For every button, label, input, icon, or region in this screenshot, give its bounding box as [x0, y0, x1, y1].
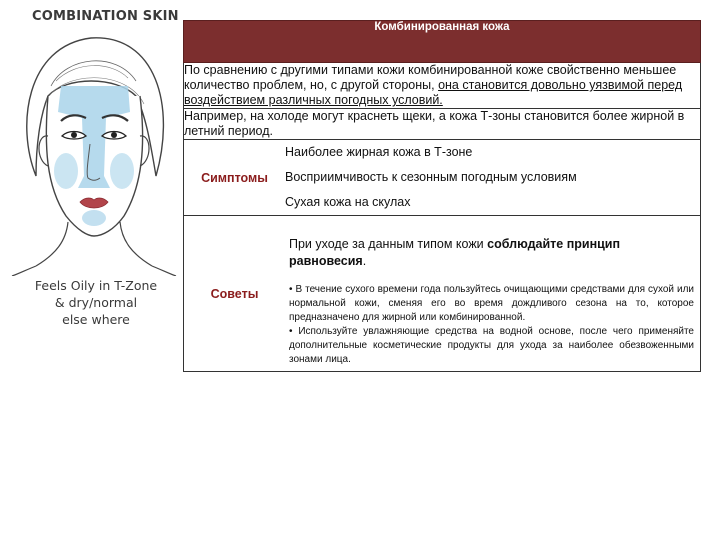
illustration-caption — [20, 277, 172, 328]
combination-skin-table — [183, 20, 701, 372]
example-paragraph: Например, на холоде могут краснеть щеки, а кожа Т-зоны становится более жирной в летний период. — [184, 109, 701, 140]
advice-intro-end: . — [362, 254, 367, 268]
symptom-item: Восприимчивость к сезонным погодным условиям — [285, 165, 701, 190]
advice-intro — [289, 236, 694, 270]
illustration-title: COMBINATION SKIN — [32, 9, 179, 24]
caption-line: else where — [62, 312, 130, 327]
intro-text: По сравнению с другими типами кожи комбинированной коже свойственно меньшее количество проблем, но, с другой стороны, — [184, 63, 677, 92]
left-cheek-zone — [54, 153, 78, 189]
intro-underlined-text: она становится довольно уязвимой перед воздействием различных погодных условий. — [184, 78, 683, 107]
advice-bullet: • Используйте увлажняющие средства на водной основе, после чего применяйте дополнительные косметические продукты для ухода за наиболее обезвоженными зонами лица. — [289, 326, 694, 365]
caption-line: & dry/normal — [54, 295, 138, 310]
caption-line: Feels Oily in T-Zone — [34, 278, 158, 293]
advice-intro-text: При уходе за данным типом кожи — [289, 237, 488, 251]
symptoms-label: Симптомы — [184, 140, 286, 216]
advice-intro-bold: соблюдайте принцип равновесия — [289, 237, 621, 268]
advice-bullet: • В течение сухого времени года пользуйтесь очищающими средствами для сухой или нормальной кожи, сменяя его во время дождливого сезона на то, которое предназначено для жирной или комбинированной. — [289, 284, 694, 323]
symptom-item: Сухая кожа на скулах — [285, 190, 701, 216]
intro-paragraph — [184, 63, 701, 109]
table-header: Комбинированная кожа — [184, 21, 701, 63]
symptom-item: Наиболее жирная кожа в Т-зоне — [285, 140, 701, 166]
advice-label: Советы — [184, 216, 286, 372]
advice-cell — [285, 216, 701, 372]
right-cheek-zone — [110, 153, 134, 189]
advice-bullets — [289, 283, 694, 367]
face-illustration — [6, 26, 182, 276]
